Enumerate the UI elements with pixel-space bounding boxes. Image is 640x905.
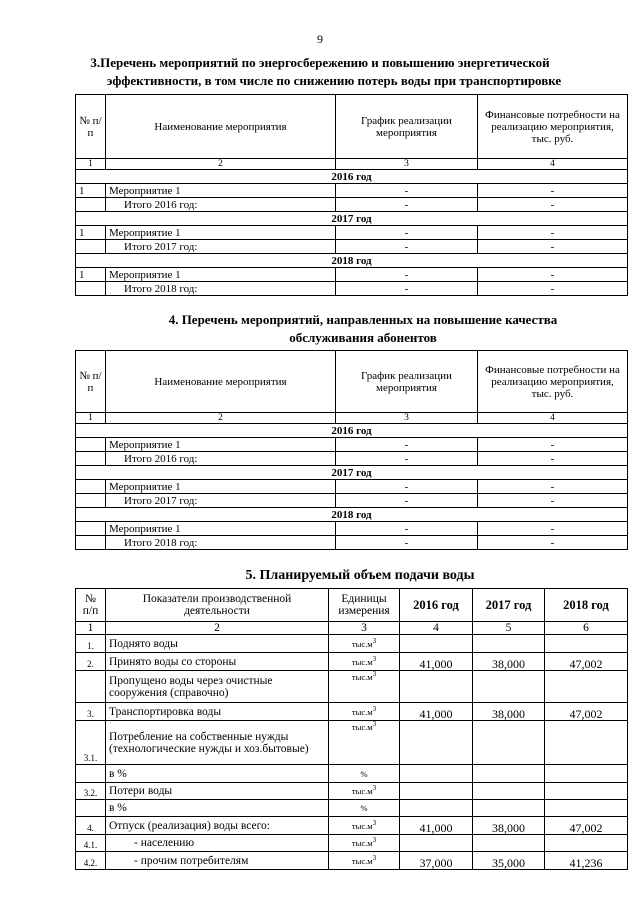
- s5-row-2017: 38,000: [473, 653, 545, 671]
- s5-row-name: Транспортировка воды: [106, 703, 329, 721]
- s5-row-num: [76, 800, 106, 817]
- s4-total-num: [76, 494, 106, 508]
- s5-colnum-3: 3: [329, 622, 400, 635]
- s5-row-2017: 38,000: [473, 703, 545, 721]
- s3-header-num: № п/п: [76, 95, 106, 159]
- s4-row-schedule: -: [336, 438, 478, 452]
- s3-colnum-4: 4: [478, 159, 628, 170]
- s3-row-num: 1: [76, 226, 106, 240]
- s5-row-2017: [473, 635, 545, 653]
- section5-title: 5. Планируемый объем подачи воды: [245, 568, 475, 583]
- s5-row-unit: %: [329, 765, 400, 783]
- section3-title-line2: эффективности, в том числе по снижению потерь воды при транспортировке: [106, 73, 562, 88]
- s3-total-schedule: -: [336, 282, 478, 296]
- s3-header-name: Наименование мероприятия: [106, 95, 336, 159]
- s5-row-name: в %: [106, 800, 329, 817]
- s5-colnum-6: 6: [545, 622, 628, 635]
- s3-colnum-1: 1: [76, 159, 106, 170]
- s5-row-num: [76, 671, 106, 703]
- s5-row-2016: [400, 635, 473, 653]
- s5-row-2018: 47,002: [545, 817, 628, 835]
- s5-row-2018: 47,002: [545, 703, 628, 721]
- s4-total-finance: -: [478, 452, 628, 466]
- s5-row-2018: [545, 835, 628, 852]
- s4-row-finance: -: [478, 522, 628, 536]
- s5-row-name: в %: [106, 765, 329, 783]
- s3-header-finance: Финансовые потребности на реализацию мероприятия, тыс. руб.: [478, 95, 628, 159]
- s5-row-2017: [473, 800, 545, 817]
- s5-row-unit: $тыс.м^3$: [329, 783, 400, 800]
- s3-year-2018: 2018 год: [76, 254, 628, 268]
- s5-row-num: [76, 765, 106, 783]
- section3-title: [0, 54, 640, 90]
- s5-row-name: Отпуск (реализация) воды всего:: [106, 817, 329, 835]
- section4-title: [98, 311, 628, 347]
- s3-row-item: Мероприятие 1: [106, 184, 336, 198]
- s3-row-num: 1: [76, 268, 106, 282]
- s4-header-num: № п/п: [76, 351, 106, 413]
- s5-header-2018: 2018 год: [545, 589, 628, 622]
- s4-header-name: Наименование мероприятия: [106, 351, 336, 413]
- s3-total-label: Итого 2016 год:: [106, 198, 336, 212]
- s5-row-2018: [545, 671, 628, 703]
- s3-row-finance: -: [478, 268, 628, 282]
- s4-total-label: Итого 2018 год:: [106, 536, 336, 550]
- s5-row-num: 1.: [76, 635, 106, 653]
- s3-colnum-2: 2: [106, 159, 336, 170]
- s5-row-name: - населению: [106, 835, 329, 852]
- s5-row-name: Потери воды: [106, 783, 329, 800]
- s5-row-2017: 35,000: [473, 852, 545, 870]
- s4-total-num: [76, 536, 106, 550]
- s3-row-finance: -: [478, 226, 628, 240]
- s3-total-schedule: -: [336, 240, 478, 254]
- s5-row-2018: 47,002: [545, 653, 628, 671]
- s5-row-unit: $тыс.м^3$: [329, 817, 400, 835]
- s4-colnum-1: 1: [76, 413, 106, 424]
- s4-row-num: [76, 438, 106, 452]
- s5-row-name: Поднято воды: [106, 635, 329, 653]
- s3-header-schedule: График реализации мероприятия: [336, 95, 478, 159]
- s5-row-2016: 41,000: [400, 703, 473, 721]
- s4-row-item: Мероприятие 1: [106, 438, 336, 452]
- s5-header-indicator: Показатели производственной деятельности: [106, 589, 329, 622]
- s5-row-unit: $тыс.м^3$: [329, 703, 400, 721]
- s3-row-schedule: -: [336, 226, 478, 240]
- s3-row-num: 1: [76, 184, 106, 198]
- s4-total-schedule: -: [336, 494, 478, 508]
- s5-row-2017: [473, 721, 545, 765]
- s5-row-num: 4.2.: [76, 852, 106, 870]
- s5-colnum-1: 1: [76, 622, 106, 635]
- s4-colnum-4: 4: [478, 413, 628, 424]
- s5-row-2017: [473, 765, 545, 783]
- s5-row-unit: $тыс.м^3$: [329, 635, 400, 653]
- s5-header-2017: 2017 год: [473, 589, 545, 622]
- s4-row-item: Мероприятие 1: [106, 522, 336, 536]
- s4-year-2016: 2016 год: [76, 424, 628, 438]
- s3-total-num: [76, 282, 106, 296]
- s4-row-schedule: -: [336, 480, 478, 494]
- s5-row-2018: [545, 800, 628, 817]
- s5-row-2018: [545, 765, 628, 783]
- s3-row-finance: -: [478, 184, 628, 198]
- s5-row-name: Пропущено воды через очистные сооружения (справочно): [106, 671, 329, 703]
- section4-table: [75, 350, 628, 550]
- s3-year-2017: 2017 год: [76, 212, 628, 226]
- s3-row-schedule: -: [336, 268, 478, 282]
- s3-total-num: [76, 240, 106, 254]
- s5-row-2017: 38,000: [473, 817, 545, 835]
- s5-row-2016: [400, 765, 473, 783]
- s5-row-2018: [545, 721, 628, 765]
- s5-row-2017: [473, 835, 545, 852]
- section4-title-line1: 4. Перечень мероприятий, направленных на повышение качества: [168, 312, 558, 327]
- s5-row-2016: [400, 721, 473, 765]
- s5-row-unit: %: [329, 800, 400, 817]
- s5-row-num: 4.: [76, 817, 106, 835]
- s5-header-unit: Единицы измерения: [329, 589, 400, 622]
- s4-total-label: Итого 2017 год:: [106, 494, 336, 508]
- s4-year-2018: 2018 год: [76, 508, 628, 522]
- s5-row-2017: [473, 671, 545, 703]
- s4-header-schedule: График реализации мероприятия: [336, 351, 478, 413]
- s5-row-2018: [545, 635, 628, 653]
- s5-row-num: 3.: [76, 703, 106, 721]
- s4-total-schedule: -: [336, 452, 478, 466]
- s5-row-2016: 41,000: [400, 653, 473, 671]
- s5-header-num: № п/п: [76, 589, 106, 622]
- s3-row-item: Мероприятие 1: [106, 226, 336, 240]
- s5-row-num: 4.1.: [76, 835, 106, 852]
- s5-row-num: 2.: [76, 653, 106, 671]
- s4-row-item: Мероприятие 1: [106, 480, 336, 494]
- s3-colnum-3: 3: [336, 159, 478, 170]
- s4-total-finance: -: [478, 536, 628, 550]
- s4-colnum-3: 3: [336, 413, 478, 424]
- s5-row-2018: [545, 783, 628, 800]
- s4-header-finance: Финансовые потребности на реализацию мероприятия, тыс. руб.: [478, 351, 628, 413]
- s5-colnum-5: 5: [473, 622, 545, 635]
- s5-row-2016: [400, 835, 473, 852]
- s5-row-name: - прочим потребителям: [106, 852, 329, 870]
- s5-colnum-2: 2: [106, 622, 329, 635]
- s5-row-unit: $тыс.м^3$: [329, 835, 400, 852]
- s5-colnum-4: 4: [400, 622, 473, 635]
- section4-title-line2: обслуживания абонентов: [289, 330, 437, 345]
- s4-row-schedule: -: [336, 522, 478, 536]
- s5-row-unit: $тыс.м^3$: [329, 852, 400, 870]
- s4-total-finance: -: [478, 494, 628, 508]
- page-number: 9: [317, 32, 323, 46]
- s5-row-2017: [473, 783, 545, 800]
- s5-header-2016: 2016 год: [400, 589, 473, 622]
- s4-row-num: [76, 522, 106, 536]
- s5-row-name: Принято воды со стороны: [106, 653, 329, 671]
- s3-total-label: Итого 2018 год:: [106, 282, 336, 296]
- s3-total-schedule: -: [336, 198, 478, 212]
- s3-total-num: [76, 198, 106, 212]
- section5-table: [75, 588, 628, 870]
- s3-total-label: Итого 2017 год:: [106, 240, 336, 254]
- section3-title-line1: 3.Перечень мероприятий по энергосбережению и повышению энергетической: [90, 55, 550, 70]
- s5-row-2018: 41,236: [545, 852, 628, 870]
- s5-row-num: 3.1.: [76, 721, 106, 765]
- s3-total-finance: -: [478, 240, 628, 254]
- s5-row-2016: [400, 671, 473, 703]
- s3-row-item: Мероприятие 1: [106, 268, 336, 282]
- s5-row-unit: $тыс.м^3$: [329, 653, 400, 671]
- s3-total-finance: -: [478, 198, 628, 212]
- s4-year-2017: 2017 год: [76, 466, 628, 480]
- s5-row-2016: 37,000: [400, 852, 473, 870]
- s4-total-label: Итого 2016 год:: [106, 452, 336, 466]
- s5-row-2016: 41,000: [400, 817, 473, 835]
- s4-row-finance: -: [478, 480, 628, 494]
- s3-row-schedule: -: [336, 184, 478, 198]
- s4-row-num: [76, 480, 106, 494]
- s5-row-2016: [400, 783, 473, 800]
- s4-total-schedule: -: [336, 536, 478, 550]
- s3-year-2016: 2016 год: [76, 170, 628, 184]
- s4-total-num: [76, 452, 106, 466]
- s5-row-2016: [400, 800, 473, 817]
- s4-row-finance: -: [478, 438, 628, 452]
- s4-colnum-2: 2: [106, 413, 336, 424]
- section3-table: [75, 94, 628, 296]
- s5-row-unit: $тыс.м^3$: [329, 671, 400, 703]
- s5-row-unit: $тыс.м^3$: [329, 721, 400, 765]
- s3-total-finance: -: [478, 282, 628, 296]
- s5-row-name: Потребление на собственные нужды (технологические нужды и хоз.бытовые): [106, 721, 329, 765]
- s5-row-num: 3.2.: [76, 783, 106, 800]
